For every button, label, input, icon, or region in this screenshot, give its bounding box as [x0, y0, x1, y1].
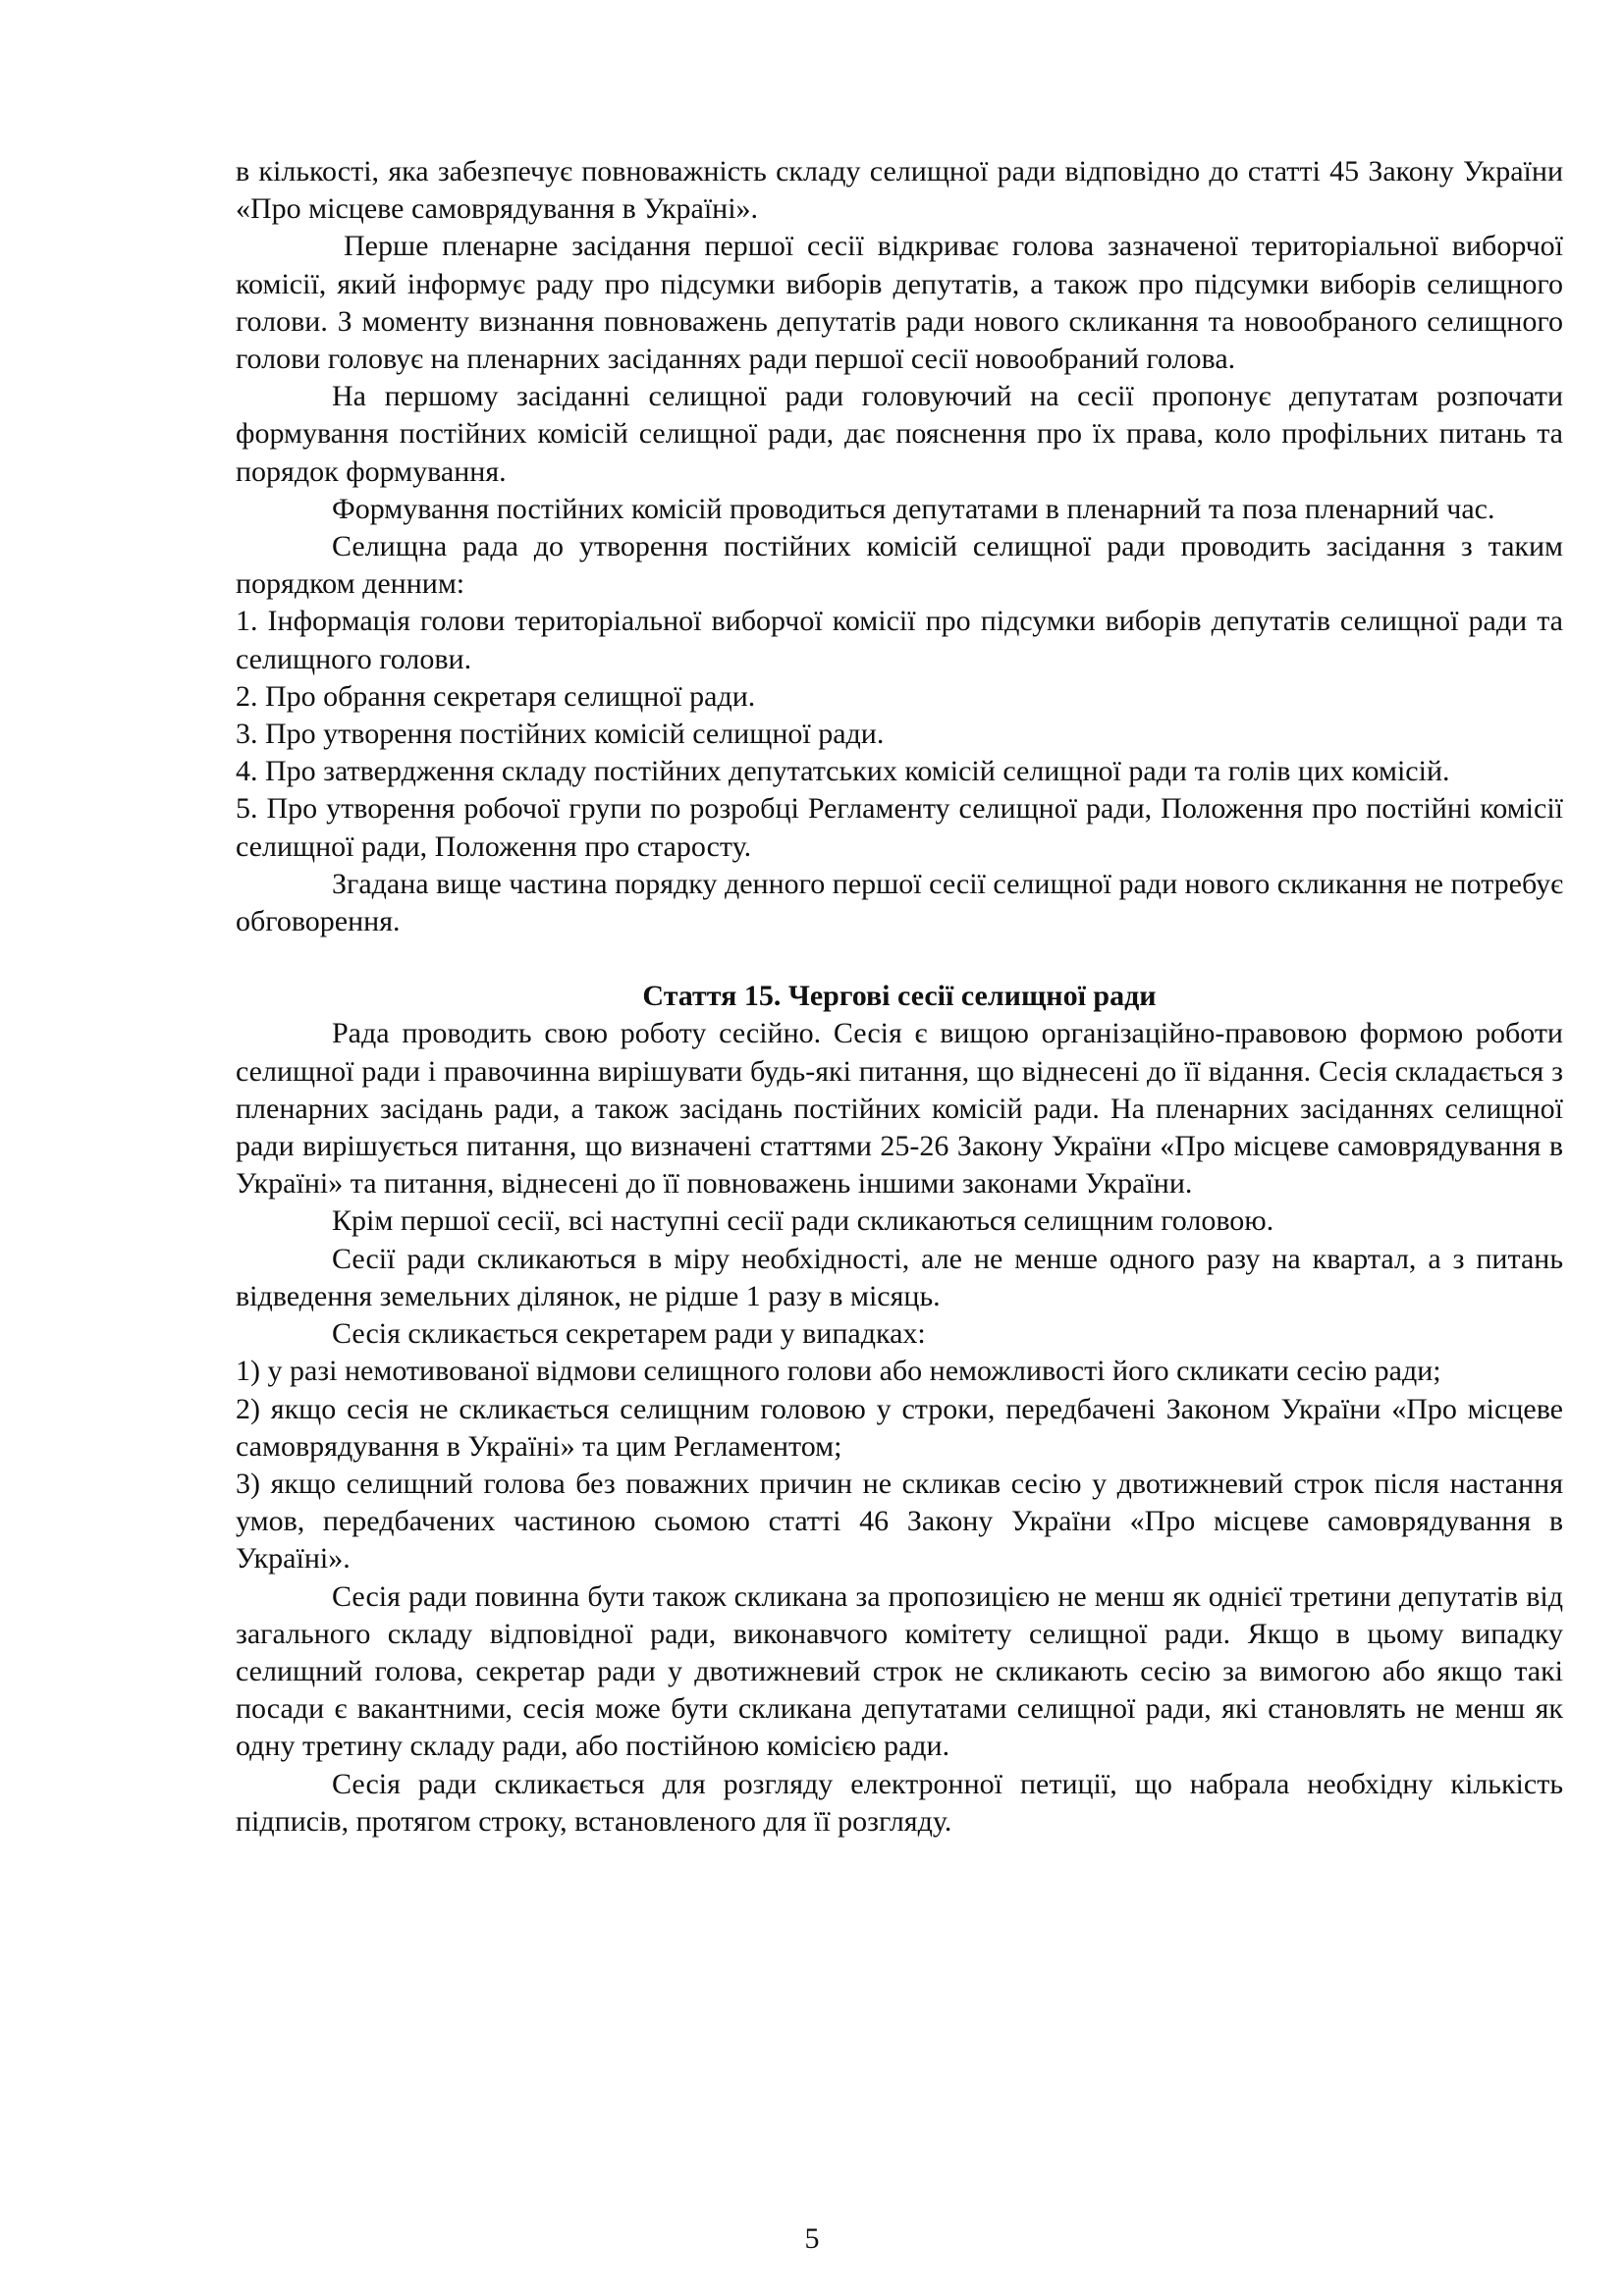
paragraph: Формування постійних комісій проводиться депутатами в пленарний та поза пленарний час.: [332, 492, 1495, 525]
paragraph: в кількості, яка забезпечує повноважність складу селищної ради відповідно до статті 45 Закону України «Про місцеве самоврядування в Україні».: [236, 155, 1563, 226]
paragraph: Сесія ради повинна бути також скликана за пропозицією не менш як однієї третини депутатів від загального складу відповідної ради, виконавчого комітету селищної ради. Якщо в цьому випадку селищний голова, секретар ради у двотижневий строк не скликають сесію за вимогою або якщо такі посади є вакантними, сесія може бути скликана депутатами селищної ради, які становлять не менш як одну третину складу ради, або постійною комісією ради.: [236, 1579, 1563, 1763]
agenda-item: 2. Про обрання секретаря селищної ради.: [236, 679, 756, 713]
agenda-item: 4. Про затвердження складу постійних депутатських комісій селищної ради та голів цих комісій.: [236, 755, 1450, 788]
agenda-item: 1. Інформація голови територіальної виборчої комісії про підсумки виборів депутатів селищної ради та селищного голови.: [236, 605, 1563, 675]
paragraph: Крім першої сесії, всі наступні сесії ради скликаються селищним головою.: [332, 1204, 1274, 1238]
paragraph: Сесія скликається секретарем ради у випадках:: [332, 1317, 926, 1351]
list-item: 2) якщо сесія не скликається селищним головою у строки, передбачені Законом України «Про місцеве самоврядування в Україні» та цим Регламентом;: [236, 1392, 1563, 1463]
paragraph: Сесії ради скликаються в міру необхідності, але не менше одного разу на квартал, а з питань відведення земельних ділянок, не рідше 1 разу в місяць.: [236, 1242, 1563, 1312]
agenda-item: 3. Про утворення постійних комісій селищної ради.: [236, 718, 885, 751]
paragraph: Перше пленарне засідання першої сесії відкриває голова зазначеної територіальної виборчої комісії, який інформує раду про підсумки виборів депутатів, а також про підсумки виборів селищного голови. З моменту визнання повноважень депутатів ради нового скликання та новообраного селищного голови головує на пленарних засіданнях ради першої сесії новообраний голова.: [236, 230, 1563, 376]
page-number: 5: [804, 2222, 820, 2255]
agenda-item: 5. Про утворення робочої групи по розробці Регламенту селищної ради, Положення про постійні комісії селищної ради, Положення про старосту.: [236, 792, 1563, 863]
list-item: 3) якщо селищний голова без поважних причин не скликав сесію у двотижневий строк після настання умов, передбачених частиною сьомою статті 46 Закону України «Про місцеве самоврядування в Україні».: [236, 1467, 1563, 1575]
paragraph: Рада проводить свою роботу сесійно. Сесія є вищою організаційно-правовою формою роботи селищної ради і правочинна вирішувати будь-які питання, що віднесені до її відання. Сесія складається з пленарних засідань ради, а також засідань постійних комісій ради. На пленарних засіданнях селищної ради вирішується питання, що визначені статтями 25-26 Закону України «Про місцеве самоврядування в Україні» та питання, віднесені до її повноважень іншими законами України.: [236, 1017, 1563, 1201]
paragraph: Селищна рада до утворення постійних комісій селищної ради проводить засідання з таким порядком денним:: [236, 530, 1563, 601]
article-heading: Стаття 15. Чергові сесії селищної ради: [642, 980, 1157, 1013]
document-page: [236, 153, 1563, 1841]
paragraphs-top: [236, 153, 1563, 940]
paragraph: На першому засіданні селищної ради головуючий на сесії пропонує депутатам розпочати формування постійних комісій селищної ради, дає пояснення про їх права, коло профільних питань та порядок формування.: [236, 380, 1563, 488]
paragraph: Сесія ради скликається для розгляду електронної петиції, що набрала необхідну кількість підписів, протягом строку, встановленого для її розгляду.: [236, 1767, 1563, 1838]
paragraphs-bottom: [236, 1015, 1563, 1840]
paragraph: Згадана вище частина порядку денного першої сесії селищної ради нового скликання не потребує обговорення.: [236, 867, 1563, 938]
list-item: 1) у разі немотивованої відмови селищного голови або неможливості його скликати сесію ради;: [236, 1355, 1441, 1388]
